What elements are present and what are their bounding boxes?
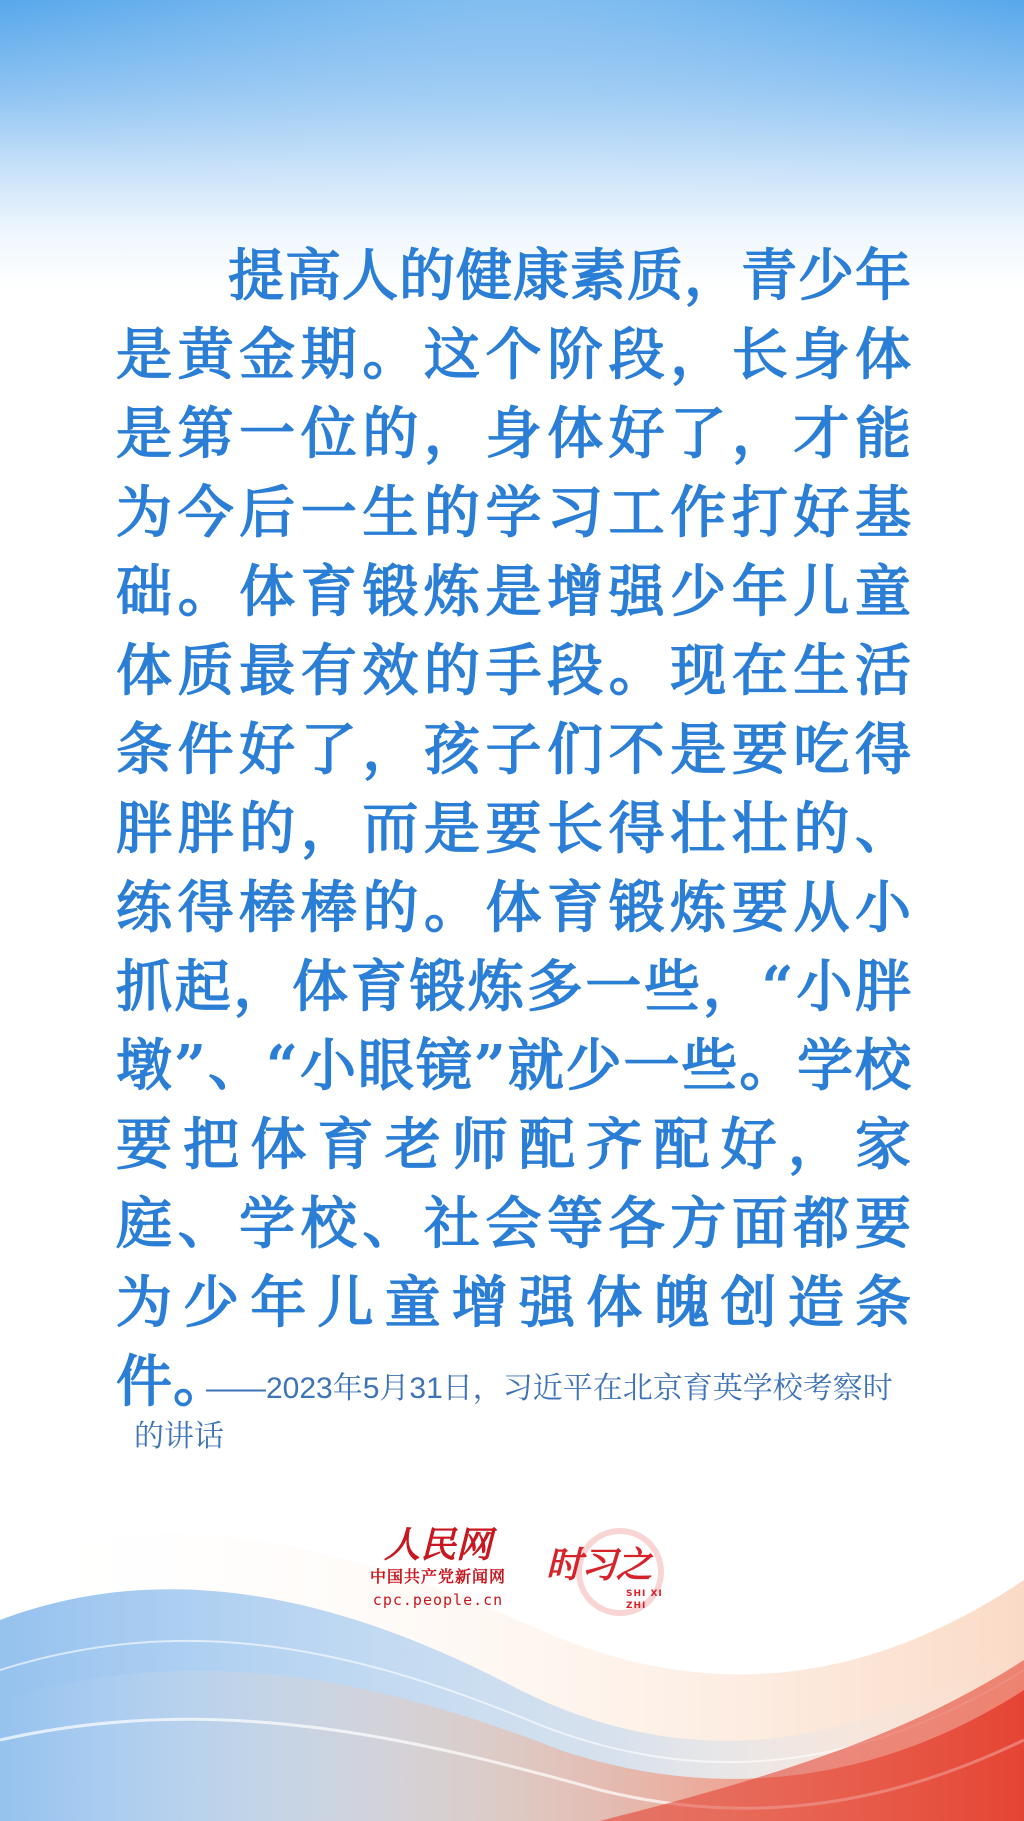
shixizhi-logo [540, 1522, 680, 1626]
shixizhi-mark: 时习之 [546, 1545, 652, 1586]
people-daily-subtitle: 中国共产党新闻网 [369, 1567, 506, 1586]
shixizhi-pinyin: SHI XI ZHI [626, 1589, 663, 1611]
people-daily-logo [352, 1525, 524, 1621]
top-gradient-band [0, 0, 1024, 220]
people-daily-url: cpc.people.cn [372, 1591, 504, 1609]
quote-source: ——2023年5月31日，习近平在北京育英学校考察时的讲话 [134, 1372, 893, 1453]
decorative-waves [0, 1440, 1024, 1821]
quote-text: 提高人的健康素质，青少年是黄金期。这个阶段，长身体是第一位的，身体好了，才能为今后一生的学习工作打好基础。体育锻炼是增强少年儿童体质最有效的手段。现在生活条件好了，孩子们不是要吃得胖胖的，而是要长得壮壮的、练得棒棒的。体育锻炼要从小抓起，体育锻炼多一些，“小胖墩”、“小眼镜”就少一些。学校要把体育老师配齐配好，家庭、学校、社会等各方面都要为少年儿童增强体魄创造条件。 [116, 243, 912, 1415]
people-daily-brand: 人民网 [383, 1524, 492, 1566]
